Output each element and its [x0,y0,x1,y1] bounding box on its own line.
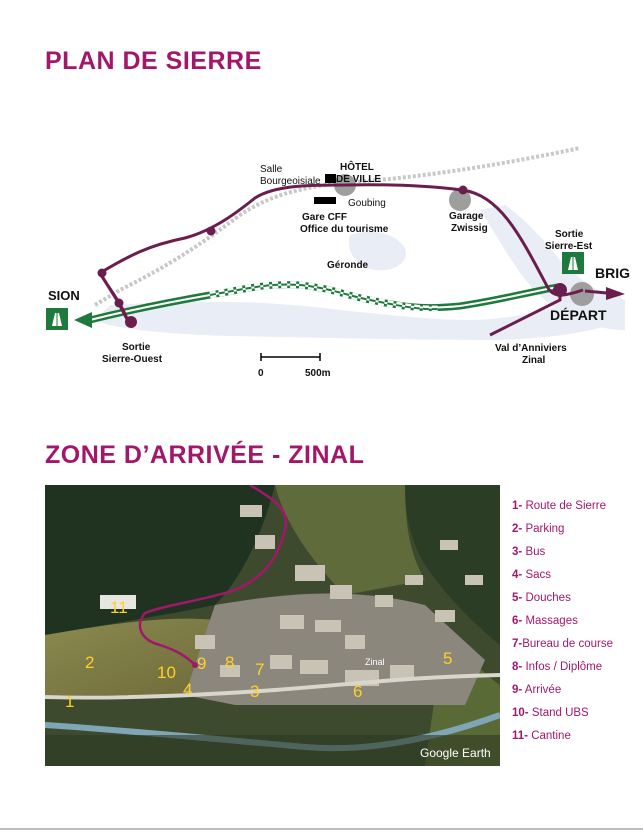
label-office: Office du tourisme [300,224,389,235]
zinal-aerial-photo [45,485,500,766]
marker-9: 9 [197,654,207,673]
label-geronde: Géronde [327,260,369,271]
legend-item: 9- Arrivée [512,684,562,696]
label-sortie-ouest: Sierre-Ouest [102,354,163,365]
motorway-arrow-west [74,312,92,328]
marker-2: 2 [85,653,95,672]
sierre-plan-map [0,130,643,410]
legend-item: 8- Infos / Diplôme [512,661,603,673]
label-gare: Gare CFF [302,212,348,223]
label-garage: Garage [449,211,484,222]
label-hotel: HÔTEL [340,162,374,173]
google-earth-watermark: Google Earth [420,746,491,760]
brig-arrow-line [585,291,607,293]
legend-item: 2- Parking [512,523,565,535]
label-val: Val d’Anniviers [495,343,567,354]
label-sortie-est: Sortie [555,229,584,240]
marker-6: 6 [353,682,363,701]
label-sortie-est: Sierre-Est [545,241,593,252]
zone-title: ZONE D’ARRIVÉE - ZINAL [45,441,365,469]
marker-3: 3 [250,682,260,701]
label-brig: BRIG [595,265,630,281]
marker-10: 10 [157,663,176,682]
motorway-sign-west [46,308,68,330]
hotel-de-ville-marker [325,174,336,183]
motorway-sign-east [562,252,584,274]
page-divider [0,828,643,830]
legend-item: 7-Bureau de course [512,638,614,650]
marker-8: 8 [225,653,235,672]
depart-dot [553,283,567,297]
legend-item: 6- Massages [512,615,578,627]
marker-5: 5 [443,649,453,668]
route-dot [459,186,468,195]
legend-item: 10- Stand UBS [512,707,589,719]
town-label: Zinal [365,657,385,667]
legend-item: 3- Bus [512,546,546,558]
sortie-ouest-dot [125,316,137,328]
label-zinal: Zinal [522,355,546,366]
legend-item: 5- Douches [512,592,571,604]
legend-item: 11- Cantine [512,730,571,742]
scale-label-0: 0 [258,368,264,379]
route-dot [207,227,216,236]
label-zwissig: Zwissig [451,223,488,234]
marker-7: 7 [255,660,265,679]
legend-item: 4- Sacs [512,569,552,581]
legend-item: 1- Route de Sierre [512,500,606,512]
marker-4: 4 [183,680,193,699]
route-dot [115,299,124,308]
label-salle: Bourgeoisiale [260,176,321,187]
label-hotel: DE VILLE [336,174,382,185]
label-goubing: Goubing [348,198,386,209]
scale-label-500: 500m [305,368,331,379]
label-depart: DÉPART [550,307,607,323]
route-dot [98,269,107,278]
gare-marker [314,197,336,204]
marker-1: 1 [65,692,75,711]
label-sortie-ouest: Sortie [122,342,151,353]
legend-list [512,498,613,751]
scale-bar [261,353,320,361]
marker-11: 11 [110,598,128,617]
label-sion: SION [48,288,80,303]
label-salle: Salle [260,164,283,175]
plan-title: PLAN DE SIERRE [45,47,262,75]
